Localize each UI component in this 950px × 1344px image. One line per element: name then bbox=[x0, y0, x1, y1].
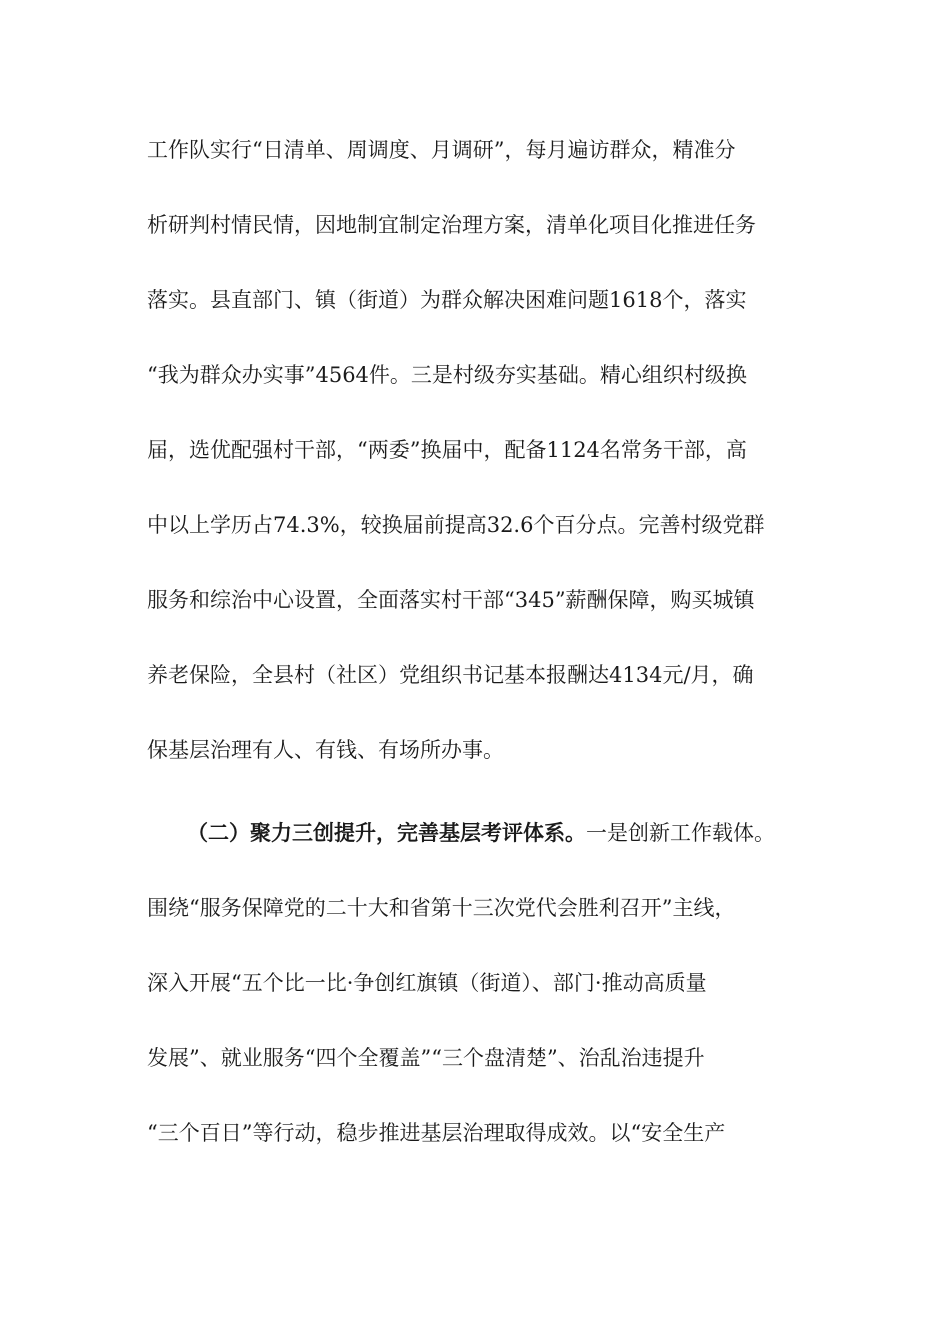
section-heading: （二）聚力三创提升，完善基层考评体系。 bbox=[187, 820, 586, 845]
paragraph-1-line-6: 中以上学历占74.3%，较换届前提高32.6个百分点。完善村级党群 bbox=[147, 513, 765, 537]
paragraph-1-line-7: 服务和综治中心设置，全面落实村干部“345”薪酬保障，购买城镇 bbox=[147, 588, 755, 612]
paragraph-2-first-line bbox=[187, 818, 807, 848]
paragraph-2-line-2: 围绕“服务保障党的二十大和省第十三次党代会胜利召开”主线， bbox=[147, 896, 736, 920]
paragraph-1-line-8: 养老保险，全县村（社区）党组织书记基本报酬达4134元/月，确 bbox=[147, 663, 754, 687]
paragraph-2-line-4: 发展”、就业服务“四个全覆盖”“三个盘清楚”、治乱治违提升 bbox=[147, 1046, 705, 1070]
paragraph-1-line-3: 落实。县直部门、镇（街道）为群众解决困难问题1618个，落实 bbox=[147, 288, 747, 312]
paragraph-1-line-1: 工作队实行“日清单、周调度、月调研”，每月遍访群众，精准分 bbox=[147, 138, 736, 162]
section-heading-rest: 一是创新工作载体。 bbox=[586, 821, 775, 845]
paragraph-2-line-3: 深入开展“五个比一比·争创红旗镇（街道）、部门·推动高质量 bbox=[147, 971, 707, 995]
paragraph-1-line-9: 保基层治理有人、有钱、有场所办事。 bbox=[147, 738, 504, 762]
paragraph-1-line-5: 届，选优配强村干部，“两委”换届中，配备1124名常务干部，高 bbox=[147, 438, 747, 462]
paragraph-1-line-2: 析研判村情民情，因地制宜制定治理方案，清单化项目化推进任务 bbox=[147, 213, 756, 237]
paragraph-1-line-4: “我为群众办实事”4564件。三是村级夯实基础。精心组织村级换 bbox=[147, 363, 747, 387]
paragraph-2-line-5: “三个百日”等行动，稳步推进基层治理取得成效。以“安全生产 bbox=[147, 1121, 726, 1145]
